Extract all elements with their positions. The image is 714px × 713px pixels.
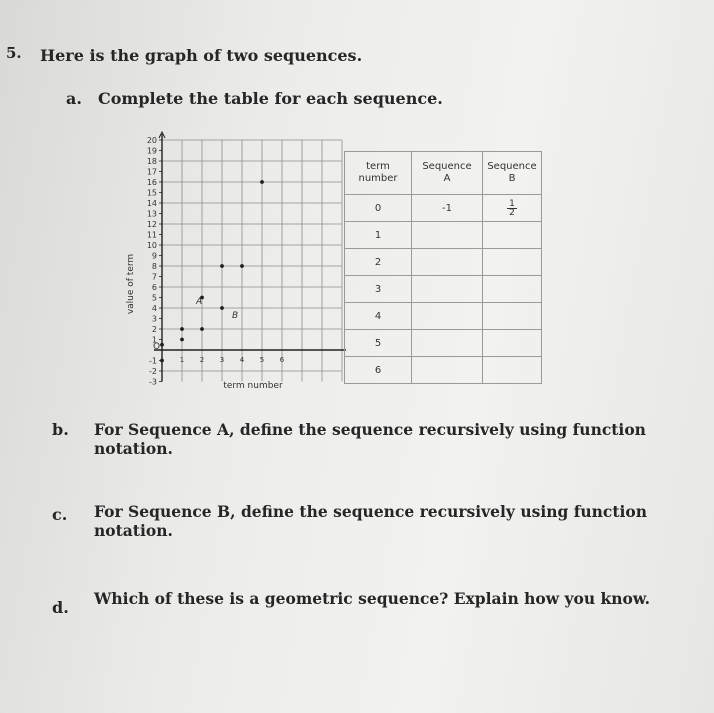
series-b-point (180, 338, 184, 342)
y-tick-label: 2 (151, 325, 157, 334)
y-tick-label: 3 (151, 314, 157, 324)
sequence-table (344, 151, 542, 384)
part-b-text: For Sequence A, define the sequence recursively using function notation. (94, 420, 646, 458)
series-b-point (240, 264, 244, 268)
part-b-letter: b. (52, 420, 69, 439)
sequence-b-cell[interactable] (483, 276, 542, 303)
y-tick-label: 17 (146, 167, 157, 177)
y-tick-label: 1 (151, 335, 157, 345)
series-b-point (200, 327, 204, 331)
origin-label: O (153, 342, 161, 352)
header-a-line1: Sequence (422, 161, 472, 172)
sequence-b-cell[interactable] (483, 357, 542, 384)
sequence-a-cell[interactable] (412, 330, 483, 357)
term-cell: 1 (345, 222, 412, 249)
y-tick-label: 8 (151, 262, 157, 271)
y-tick-label: 7 (151, 272, 157, 282)
y-tick-label: 19 (146, 146, 157, 156)
y-tick-label: 12 (146, 220, 157, 229)
table-row (345, 330, 542, 357)
term-cell: 3 (345, 276, 412, 303)
x-axis-label: term number (223, 381, 283, 391)
header-term-line1: term (366, 161, 390, 172)
y-axis-label: value of term (126, 253, 136, 315)
question-prompt: Here is the graph of two sequences. (40, 46, 363, 65)
part-c-text: For Sequence B, define the sequence recursively using function notation. (94, 502, 648, 540)
term-cell: 0 (345, 195, 412, 222)
fraction-value (507, 200, 517, 217)
sequence-a-cell[interactable] (412, 303, 483, 330)
graph-grid (162, 140, 342, 382)
y-tick-label: 6 (151, 283, 157, 292)
part-d-letter: d. (52, 598, 69, 617)
x-tick-label: 5 (259, 356, 265, 364)
graph-points (160, 180, 264, 362)
sequence-b-cell[interactable] (483, 195, 542, 222)
table-row (345, 249, 542, 276)
part-c-letter: c. (52, 505, 68, 524)
term-cell: 4 (345, 303, 412, 330)
fraction-numerator: 1 (509, 198, 515, 209)
question-number: 5. (6, 44, 22, 62)
y-tick-label: 9 (151, 251, 157, 261)
y-tick-label: -3 (149, 377, 157, 387)
header-b-line2: B (508, 173, 516, 184)
sequence-graph (110, 128, 346, 406)
series-b-point (220, 306, 224, 310)
table-row (345, 357, 542, 384)
y-tick-label: 15 (146, 188, 157, 198)
header-a-line2: A (443, 173, 451, 184)
sequence-a-cell[interactable] (412, 249, 483, 276)
term-cell: 2 (345, 249, 412, 276)
y-tick-label: 20 (146, 136, 157, 145)
series-b-point (260, 180, 264, 184)
x-tick-label: 6 (279, 356, 285, 364)
table-header-row (345, 152, 542, 195)
header-b-line1: Sequence (487, 161, 537, 172)
x-tick-label: 4 (239, 356, 245, 364)
term-cell: 6 (345, 357, 412, 384)
series-a-label: A (196, 297, 203, 307)
term-cell: 5 (345, 330, 412, 357)
y-tick-label: -2 (149, 367, 157, 376)
y-tick-label: 13 (146, 209, 157, 219)
x-tick-label: 3 (219, 356, 225, 364)
sequence-a-cell[interactable] (412, 357, 483, 384)
table-row (345, 303, 542, 330)
x-tick-label: 2 (199, 356, 205, 364)
y-tick-label: 16 (146, 178, 157, 187)
header-term-line2: number (358, 173, 398, 184)
fraction-denominator: 2 (509, 207, 515, 218)
sequence-b-cell[interactable] (483, 249, 542, 276)
table-row (345, 195, 542, 222)
graph-tick-labels (147, 136, 285, 387)
header-sequence-a (412, 152, 483, 195)
y-tick-label: -1 (149, 356, 157, 366)
y-tick-label: 4 (151, 304, 157, 313)
y-tick-label: 14 (146, 199, 157, 208)
series-a-point (160, 359, 164, 363)
part-a-letter: a. (66, 89, 82, 108)
sequence-b-cell[interactable] (483, 222, 542, 249)
part-a-text: Complete the table for each sequence. (98, 89, 443, 108)
header-sequence-b (483, 152, 542, 195)
sequence-b-cell[interactable] (483, 330, 542, 357)
series-a-point (220, 264, 224, 268)
part-d-text: Which of these is a geometric sequence? Explain how you know. (94, 589, 651, 608)
sequence-a-cell[interactable] (412, 276, 483, 303)
y-tick-label: 5 (151, 293, 157, 303)
y-tick-label: 11 (146, 230, 157, 240)
table-row (345, 222, 542, 249)
y-tick-label: 10 (146, 241, 157, 250)
y-tick-label: 18 (146, 157, 157, 166)
sequence-a-cell[interactable] (412, 222, 483, 249)
x-tick-label: 1 (179, 356, 185, 364)
header-term-number (345, 152, 412, 195)
sequence-a-cell[interactable]: -1 (412, 195, 483, 222)
series-b-label: B (232, 311, 239, 321)
table-row (345, 276, 542, 303)
sequence-b-cell[interactable] (483, 303, 542, 330)
series-a-point (180, 327, 184, 331)
series-b-point (160, 343, 164, 347)
